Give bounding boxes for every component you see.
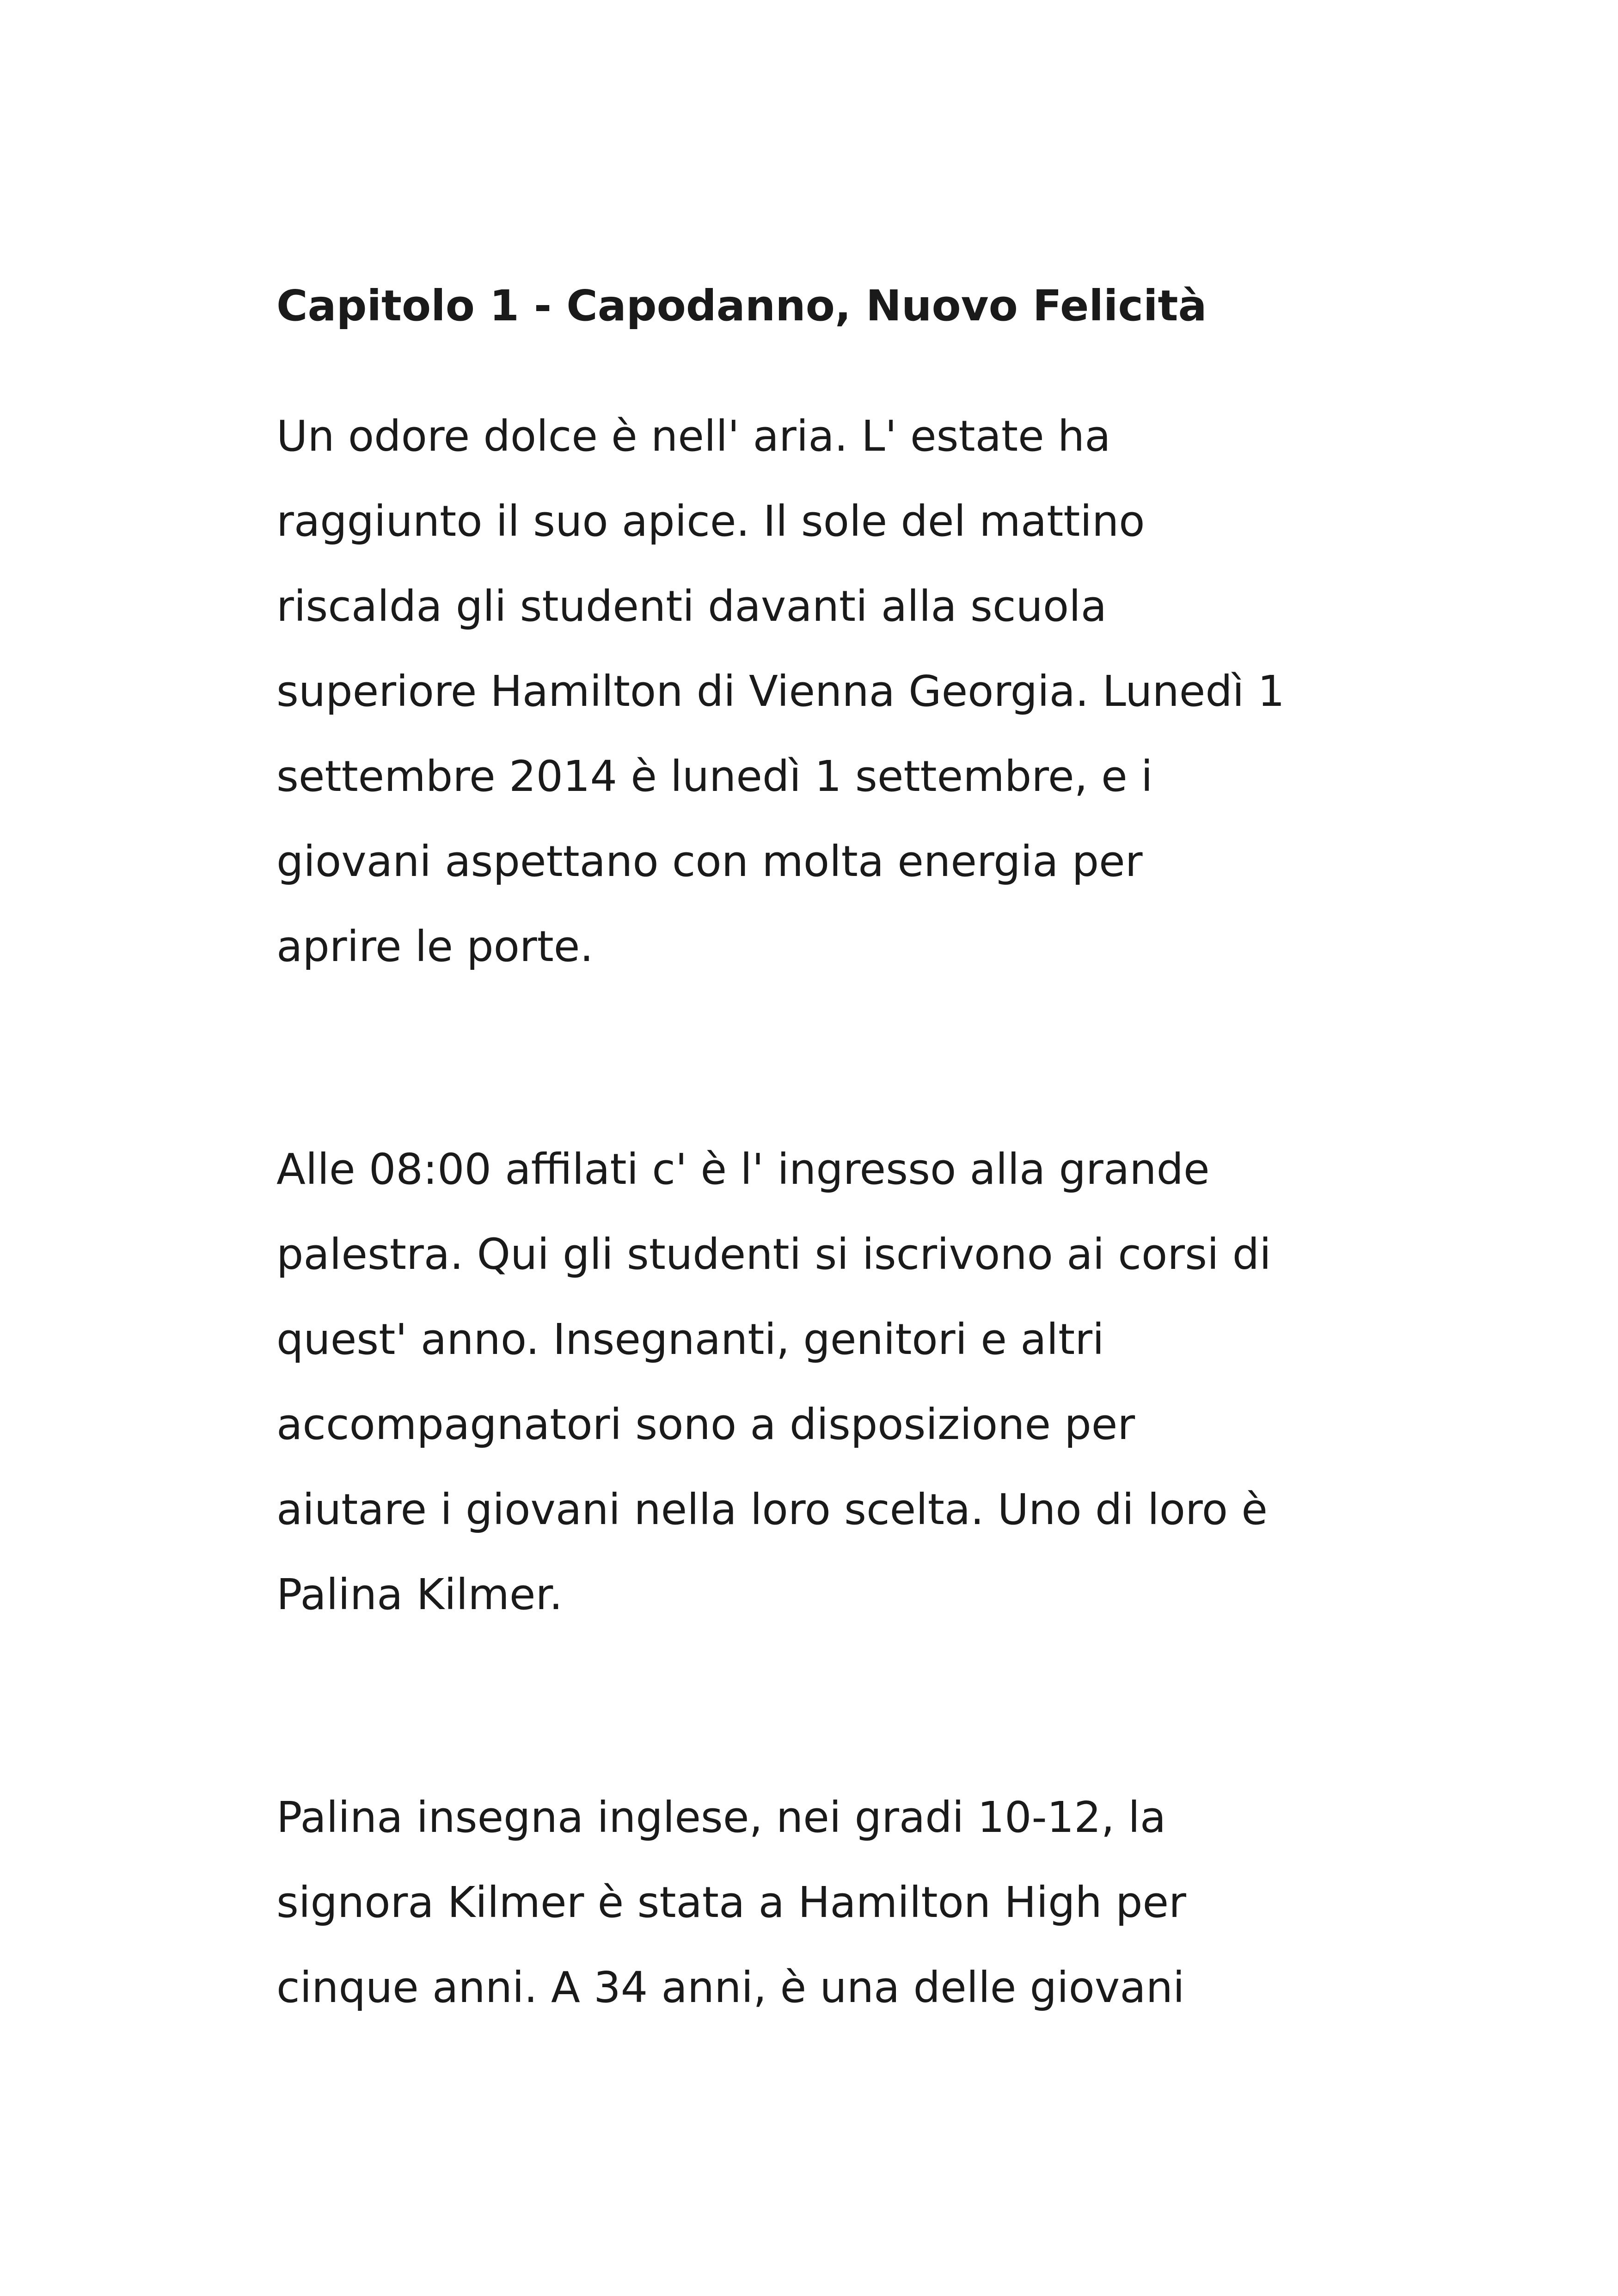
paragraph-line: aprire le porte. bbox=[276, 922, 594, 971]
paragraph-line: signora Kilmer è stata a Hamilton High per bbox=[276, 1878, 1186, 1927]
paragraph-line: palestra. Qui gli studenti si iscrivono ai corsi di bbox=[276, 1230, 1271, 1279]
paragraph-line: giovani aspettano con molta energia per bbox=[276, 837, 1143, 886]
paragraph-line: accompagnatori sono a disposizione per bbox=[276, 1400, 1135, 1449]
paragraph-line: riscalda gli studenti davanti alla scuola bbox=[276, 582, 1107, 631]
paragraph-line: Palina Kilmer. bbox=[276, 1570, 563, 1619]
paragraph-line: raggiunto il suo apice. Il sole del mattino bbox=[276, 496, 1145, 546]
paragraph-line: settembre 2014 è lunedì 1 settembre, e i bbox=[276, 752, 1153, 801]
chapter-title: Capitolo 1 - Capodanno, Nuovo Felicità bbox=[276, 281, 1207, 331]
paragraph-line: quest' anno. Insegnanti, genitori e altri bbox=[276, 1315, 1104, 1364]
paragraph-line: cinque anni. A 34 anni, è una delle giovani bbox=[276, 1963, 1185, 2012]
paragraph-line: aiutare i giovani nella loro scelta. Uno di loro è bbox=[276, 1485, 1268, 1534]
paragraph-line: Un odore dolce è nell' aria. L' estate ha bbox=[276, 411, 1111, 461]
paragraph-line: Alle 08:00 affilati c' è l' ingresso alla grande bbox=[276, 1145, 1210, 1194]
paragraph-line: Palina insegna inglese, nei gradi 10-12, la bbox=[276, 1793, 1166, 1842]
paragraph-line: superiore Hamilton di Vienna Georgia. Lunedì 1 bbox=[276, 667, 1285, 716]
